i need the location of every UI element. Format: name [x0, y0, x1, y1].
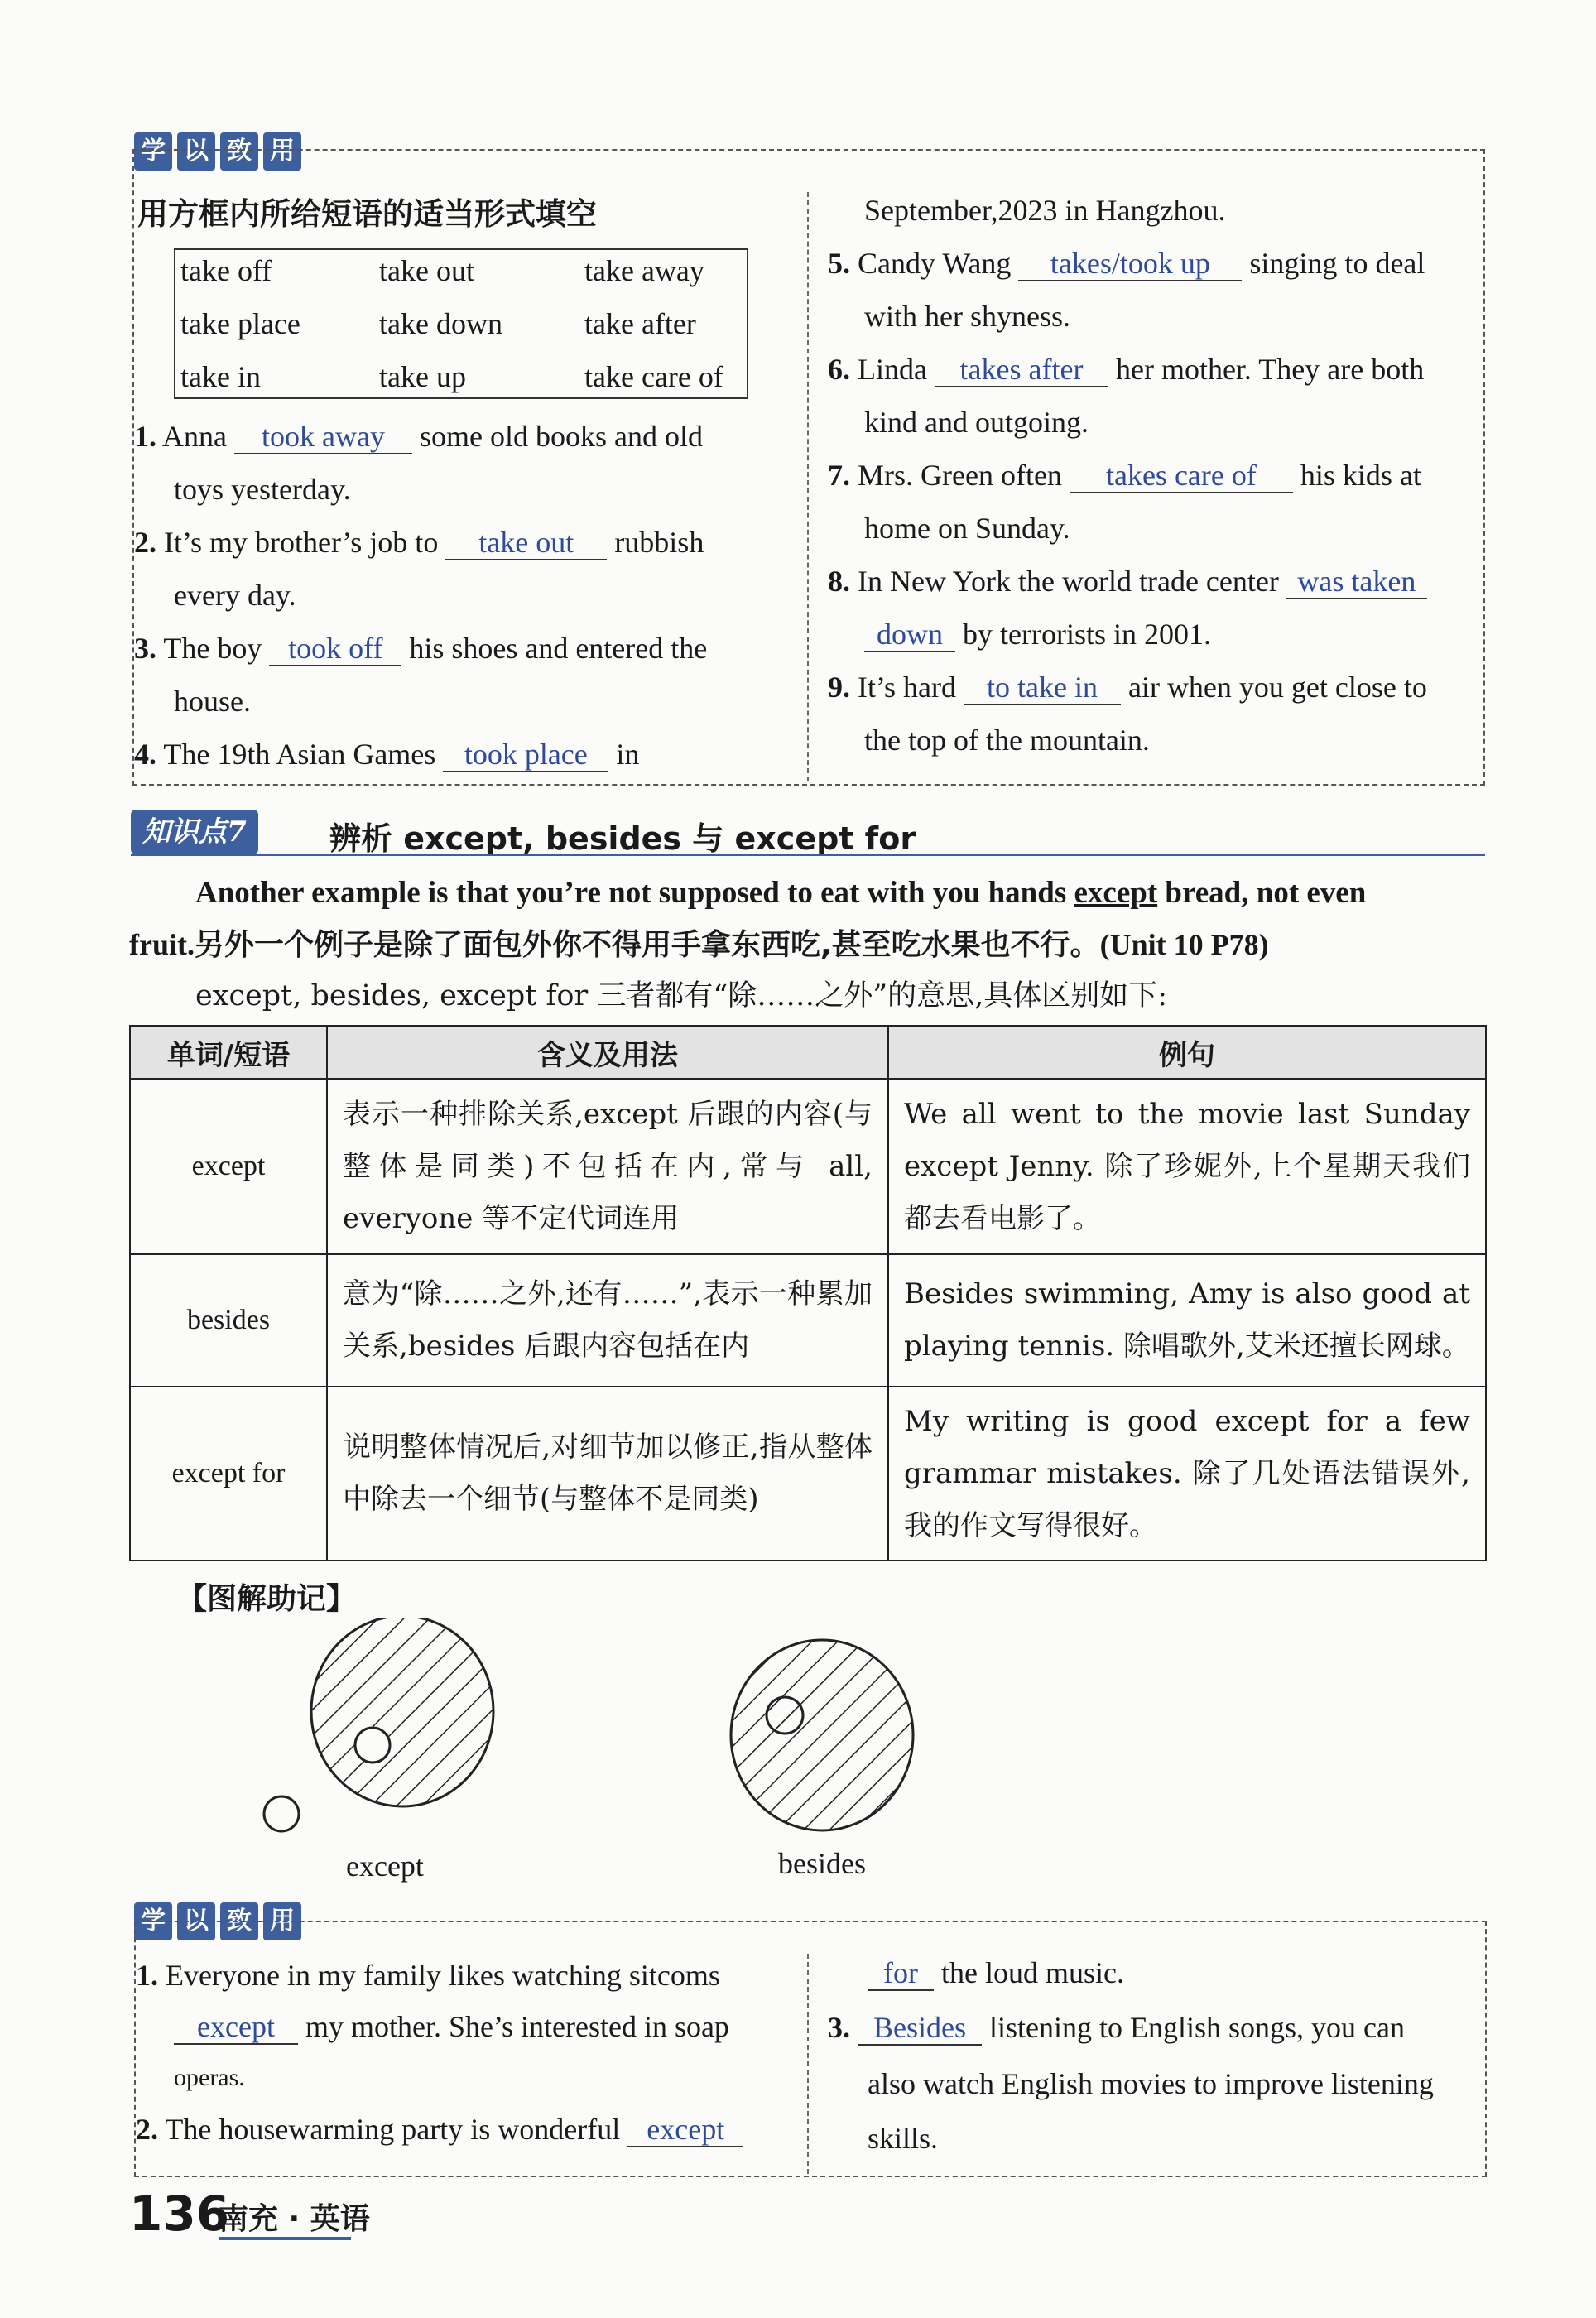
table-header: 单词/短语: [130, 1026, 327, 1079]
question-text: singing to deal: [1249, 247, 1425, 280]
example-text: fruit.: [129, 928, 195, 961]
question-text: his kids at: [1300, 459, 1421, 492]
question-text: The housewarming party is wonderful: [165, 2113, 621, 2146]
answer-blank: take out: [445, 526, 607, 560]
bottom-left-column: [136, 1950, 798, 2155]
example-line-1: [195, 868, 1366, 919]
badge-char: 以: [177, 132, 215, 171]
question-8-cont: [828, 608, 1482, 661]
phrase: take out: [379, 254, 474, 287]
comparison-table: [129, 1025, 1487, 1561]
question-text: skills.: [868, 2122, 939, 2155]
bottom-right-column: [828, 1947, 1482, 2166]
badge-char: 致: [220, 1902, 258, 1940]
question-number: 7.: [828, 459, 850, 492]
example-sentence: Besides swimming, Amy is also good at playing tennis. 除唱歌外,艾米还擅长网球。: [904, 1277, 1470, 1363]
question-number: 3.: [828, 2011, 850, 2044]
table-word: except: [130, 1079, 327, 1254]
table-usage: [327, 1387, 888, 1561]
table-usage: [327, 1254, 888, 1387]
answer-blank: was taken: [1286, 565, 1427, 599]
badge-char: 用: [263, 1902, 301, 1940]
table-header: 含义及用法: [327, 1026, 888, 1079]
table-row: [130, 1387, 1486, 1561]
answer-blank: takes after: [935, 353, 1108, 387]
example-reference: (Unit 10 P78): [1099, 928, 1269, 961]
question-number: 8.: [828, 565, 850, 598]
whole-set-ellipse: [731, 1640, 913, 1830]
answer-blank: down: [864, 618, 955, 652]
table-row: [130, 1079, 1486, 1254]
question-number: 9.: [828, 671, 850, 704]
table-example: [888, 1254, 1486, 1387]
example-translation: 另外一个例子是除了面包外你不得用手拿东西吃,甚至吃水果也不行。: [194, 928, 1100, 962]
question-text: It’s hard: [858, 671, 956, 704]
question-text: kind and outgoing.: [864, 406, 1089, 439]
answer-blank: takes/took up: [1018, 247, 1242, 281]
question-text: Mrs. Green often: [858, 459, 1062, 492]
question-number: 3.: [134, 632, 156, 665]
question-8: [828, 555, 1482, 608]
except-diagram: [248, 1618, 522, 1850]
question-text: Candy Wang: [858, 247, 1012, 280]
phrase: take down: [379, 307, 502, 340]
question-text: in: [616, 738, 640, 771]
answer-blank: took place: [443, 738, 608, 772]
answer-blank: except: [627, 2113, 743, 2147]
table-word: besides: [130, 1254, 327, 1387]
answer-blank: takes care of: [1070, 459, 1293, 493]
question-text: rubbish: [614, 526, 704, 559]
question-number: 1.: [136, 1959, 158, 1992]
question-text: The boy: [163, 632, 262, 665]
left-column: [134, 410, 788, 781]
title-rule: [131, 854, 1485, 856]
answer-blank: to take in: [964, 671, 1121, 705]
question-1-cont: [136, 2001, 798, 2052]
question-number: 1.: [134, 420, 156, 453]
column-divider: [807, 1954, 809, 2174]
example-text: bread, not even: [1165, 876, 1367, 910]
question-text: Everyone in my family likes watching sitcoms: [166, 1959, 720, 1992]
instruction: 用方框内所给短语的适当形式填空: [137, 196, 597, 232]
badge-char: 致: [220, 132, 258, 171]
table-row: [130, 1254, 1486, 1387]
phrase: take care of: [584, 360, 723, 393]
question-text: her mother. They are both: [1115, 353, 1425, 386]
page-number: 136: [129, 2186, 230, 2242]
question-text: some old books and old: [420, 420, 703, 453]
question-1: [134, 410, 788, 463]
question-text: Anna: [162, 420, 227, 453]
example-keyword: except: [1074, 876, 1158, 910]
question-text: In New York the world trade center: [858, 565, 1279, 598]
question-text: listening to English songs, you can: [989, 2011, 1405, 2044]
knowledge-title: 辨析 except, besides 与 except for: [329, 820, 916, 857]
question-text: by terrorists in 2001.: [963, 618, 1211, 651]
question-text: Linda: [858, 353, 927, 386]
question-2: [134, 516, 788, 569]
question-text: the loud music.: [941, 1956, 1124, 1989]
right-column: [828, 184, 1482, 767]
column-divider: [807, 192, 809, 781]
phrase: take after: [584, 307, 696, 340]
question-text: my mother. She’s interested in soap: [305, 2010, 729, 2043]
question-number: 4.: [134, 738, 156, 771]
table-usage: [327, 1079, 888, 1254]
phrase: take place: [180, 307, 300, 340]
question-text: the top of the mountain.: [864, 724, 1150, 757]
question-9: [828, 661, 1482, 714]
usage-text: 意为“除……之外,还有……”,表示一种累加关系,besides 后跟内容包括在内: [343, 1277, 873, 1363]
question-2-cont: [828, 1947, 1482, 1998]
table-example: [888, 1387, 1486, 1561]
phrase: take away: [584, 254, 704, 287]
question-4: [134, 728, 788, 781]
badge-char: 学: [134, 132, 172, 171]
besides-diagram-label: besides: [778, 1847, 866, 1880]
phrase: take in: [180, 360, 261, 393]
example-text: Another example is that you’re not supposed to eat with you hands: [195, 876, 1067, 910]
question-number: 5.: [828, 247, 850, 280]
table-header-row: [130, 1026, 1486, 1079]
answer-blank: took off: [269, 632, 401, 666]
table-header: 例句: [888, 1026, 1486, 1079]
diagram-title: 【图解助记】: [177, 1582, 357, 1616]
question-1: [136, 1950, 798, 2001]
except-diagram-label: except: [346, 1849, 424, 1883]
badge-char: 用: [263, 132, 301, 171]
outside-item-circle: [264, 1796, 299, 1831]
question-7: [828, 449, 1482, 502]
example-sentence: We all went to the movie last Sunday except Jenny. 除了珍妮外,上个星期天我们都去看电影了。: [904, 1097, 1470, 1235]
phrase: take up: [379, 360, 466, 393]
question-text: home on Sunday.: [864, 512, 1070, 545]
question-text: air when you get close to: [1127, 671, 1427, 704]
question-2: [136, 2104, 798, 2155]
intro-text: except, besides, except for 三者都有“除……之外”的意思,具体区别如下:: [195, 979, 1168, 1012]
phrase: take off: [180, 254, 272, 287]
question-number: 2.: [136, 2113, 158, 2146]
question-text: toys yesterday.: [174, 473, 351, 506]
badge-char: 以: [177, 1902, 215, 1940]
question-text: It’s my brother’s job to: [164, 526, 439, 559]
badge-char: 学: [134, 1902, 172, 1940]
question-number: 6.: [828, 353, 850, 386]
usage-text: 说明整体情况后,对细节加以修正,指从整体中除去一个细节(与整体不是同类): [343, 1431, 873, 1516]
footer-rule: [219, 2237, 351, 2240]
question-text: also watch English movies to improve listening: [868, 2067, 1434, 2100]
whole-set-ellipse: [311, 1618, 493, 1806]
example-line-2: [129, 919, 1269, 971]
question-3: [828, 1998, 1482, 2056]
question-text: every day.: [174, 579, 296, 612]
question-number: 2.: [134, 526, 156, 559]
question-text: house.: [174, 685, 251, 718]
answer-blank: for: [868, 1956, 934, 1991]
question-text: his shoes and entered the: [409, 632, 708, 665]
besides-diagram: [720, 1629, 927, 1836]
answer-blank: except: [174, 2010, 298, 2045]
included-subset-circle: [767, 1697, 803, 1734]
knowledge-point-badge: 知识点7: [131, 810, 258, 854]
phrase-box: [174, 248, 748, 399]
question-text: operas.: [174, 2064, 245, 2091]
example-sentence: My writing is good except for a few grammar mistakes. 除了几处语法错误外,我的作文写得很好。: [904, 1404, 1470, 1542]
question-text: September,2023 in Hangzhou.: [864, 194, 1226, 227]
excluded-subset-circle: [355, 1728, 390, 1763]
question-6: [828, 343, 1482, 396]
answer-blank: Besides: [858, 2011, 982, 2046]
answer-blank: took away: [234, 420, 412, 454]
usage-text: 表示一种排除关系,except 后跟的内容(与整体是同类)不包括在内,常与 all, everyone 等不定代词连用: [343, 1097, 873, 1235]
table-example: [888, 1079, 1486, 1254]
question-text: with her shyness.: [864, 300, 1070, 333]
table-word: except for: [130, 1387, 327, 1561]
question-text: The 19th Asian Games: [163, 738, 436, 771]
question-3: [134, 622, 788, 675]
footer-subject: 南充 · 英语: [219, 2202, 370, 2236]
question-5: [828, 237, 1482, 290]
